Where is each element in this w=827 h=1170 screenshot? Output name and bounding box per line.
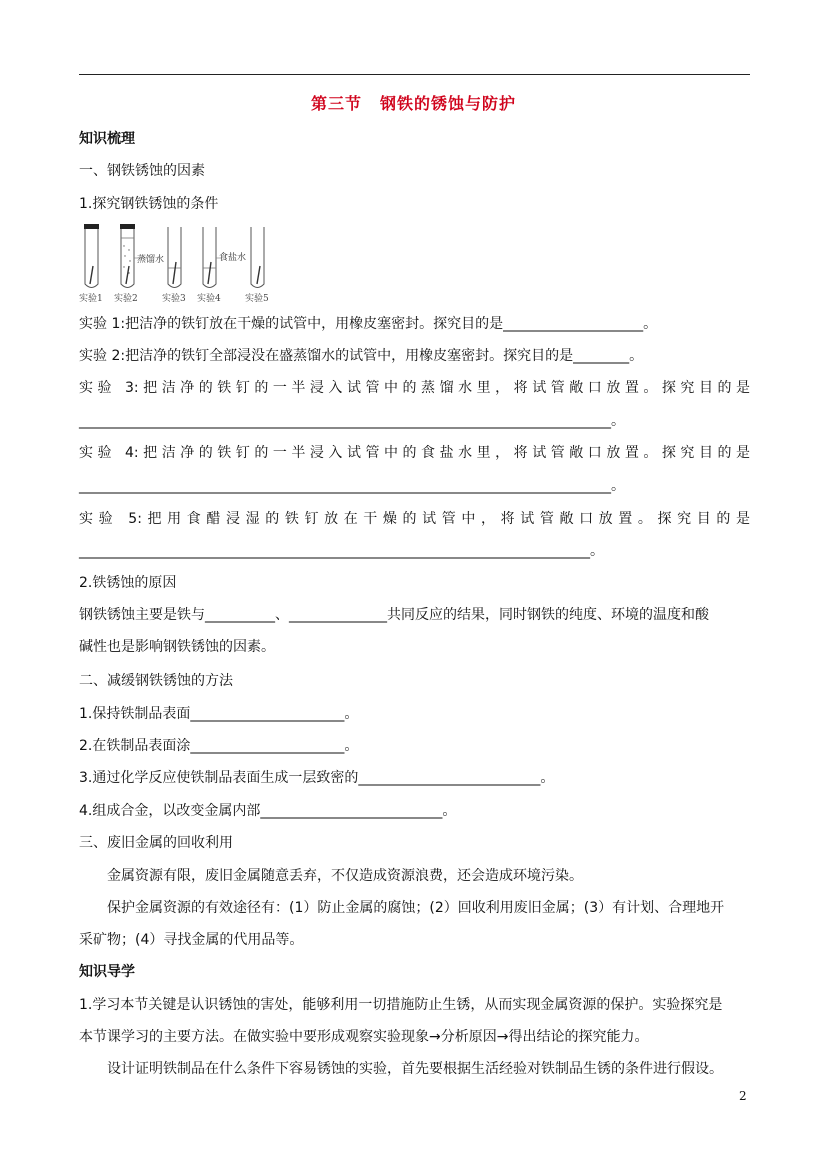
recycling-paragraph-1: 金属资源有限，废旧金属随意丢弃，不仅造成资源浪费，还会造成环境污染。 (107, 868, 583, 884)
subheading-recycling: 三、废旧金属的回收利用 (79, 835, 233, 851)
method-3: 3.通过化学反应使铁制品表面生成一层致密的__________________________。 (79, 770, 555, 786)
label-salt-water: 食盐水 (219, 253, 247, 263)
subheading-factors: 一、钢铁锈蚀的因素 (79, 163, 205, 179)
rust-cause-text-cont: 碱性也是影响钢铁锈蚀的因素。 (79, 639, 275, 655)
experiment-4-blank: ____________________________________________________________________________。 (79, 478, 625, 494)
caption-experiment-5: 实验5 (245, 294, 269, 304)
page-number: 2 (739, 1089, 747, 1103)
item-rust-cause: 2.铁锈蚀的原因 (79, 575, 177, 591)
method-4: 4.组成合金，以改变金属内部__________________________。 (79, 803, 457, 819)
experiment-5-blank: _________________________________________________________________________。 (79, 543, 604, 559)
method-1: 1.保持铁制品表面______________________。 (79, 706, 359, 722)
experiment-1-text: 实验 1:把洁净的铁钉放在干燥的试管中，用橡皮塞密封。探究目的是____________________。 (79, 316, 658, 332)
title-text: 钢铁的锈蚀与防护 (380, 94, 517, 113)
guide-paragraph-1: 1.学习本节关键是认识锈蚀的害处，能够利用一切措施防止生锈，从而实现金属资源的保护。实验探究是 (79, 997, 723, 1013)
test-tube-1 (84, 224, 99, 288)
title-section-number: 第三节 (310, 94, 362, 113)
heading-knowledge-guide: 知识导学 (79, 964, 135, 980)
experiment-3-blank: ____________________________________________________________________________。 (79, 413, 625, 429)
recycling-paragraph-2-cont: 采矿物；(4）寻找金属的代用品等。 (79, 932, 304, 948)
section-title (0, 91, 827, 114)
experiment-4-text: 实验 4:把洁净的铁钉的一半浸入试管中的食盐水里，将试管敞口放置。探究目的是 (79, 445, 750, 461)
guide-paragraph-1-cont: 本节课学习的主要方法。在做实验中要形成观察实验现象→分析原因→得出结论的探究能力。 (79, 1029, 649, 1045)
experiment-2-text: 实验 2:把洁净的铁钉全部浸没在盛蒸馏水的试管中，用橡皮塞密封。探究目的是________。 (79, 348, 644, 364)
guide-paragraph-2: 设计证明铁制品在什么条件下容易锈蚀的实验，首先要根据生活经验对铁制品生锈的条件进行假设。 (107, 1061, 723, 1077)
rust-cause-text: 钢铁锈蚀主要是铁与__________、______________共同反应的结果，同时钢铁的纯度、环境的温度和酸 (79, 607, 709, 623)
label-distilled-water: 蒸馏水 (137, 255, 165, 265)
header-rule (79, 74, 750, 75)
test-tube-figure (79, 222, 279, 306)
caption-experiment-2: 实验2 (114, 294, 138, 304)
item-explore-conditions: 1.探究钢铁锈蚀的条件 (79, 196, 219, 212)
caption-experiment-1: 实验1 (79, 294, 103, 304)
test-tube-5 (251, 227, 264, 288)
method-2: 2.在铁制品表面涂______________________。 (79, 738, 359, 754)
recycling-paragraph-2: 保护金属资源的有效途径有：(1）防止金属的腐蚀；(2）回收利用废旧金属；(3）有计划、合理地开 (107, 900, 725, 916)
experiment-5-text: 实验 5:把用食醋浸湿的铁钉放在干燥的试管中，将试管敞口放置。探究目的是 (79, 511, 750, 527)
caption-experiment-4: 实验4 (197, 294, 221, 304)
caption-experiment-3: 实验3 (162, 294, 186, 304)
experiment-3-text: 实验 3:把洁净的铁钉的一半浸入试管中的蒸馏水里，将试管敞口放置。探究目的是 (79, 380, 750, 396)
heading-knowledge-review: 知识梳理 (79, 131, 135, 147)
test-tube-3 (168, 227, 181, 288)
subheading-slow-rust: 二、减缓钢铁锈蚀的方法 (79, 673, 233, 689)
